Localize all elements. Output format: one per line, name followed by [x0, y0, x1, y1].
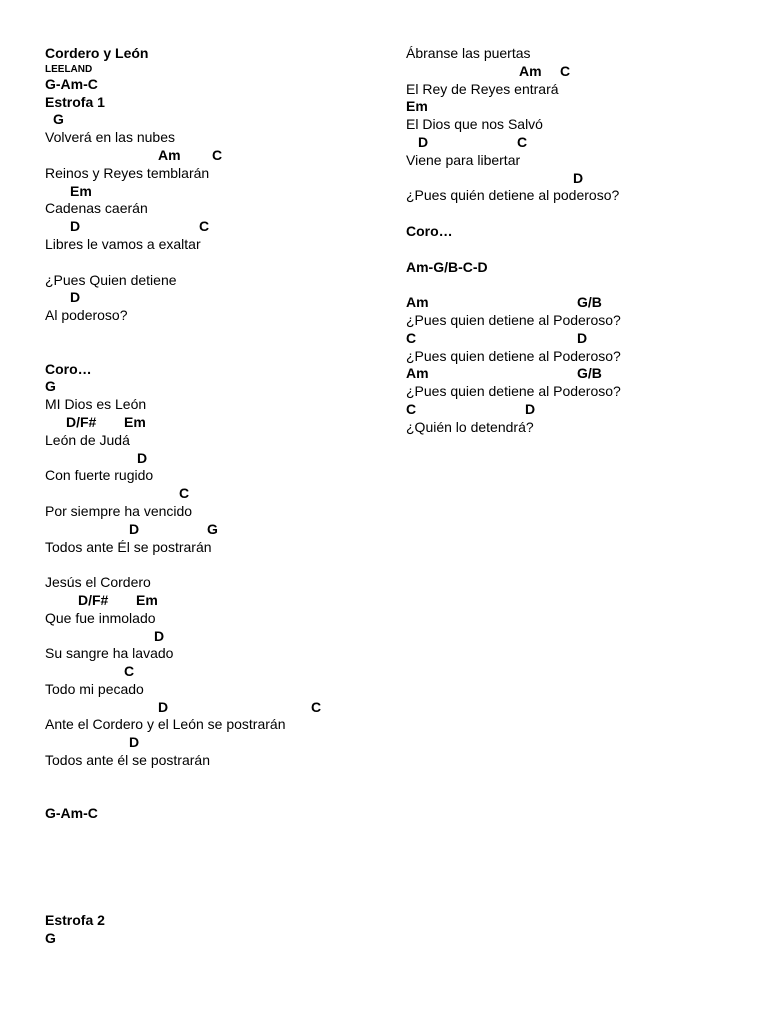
- chord-line: [45, 378, 385, 396]
- chord-line: [45, 663, 385, 681]
- chord-progression: Am-G/B-C-D: [406, 258, 488, 275]
- chord-line: [45, 930, 385, 948]
- lyric-line: MI Dios es León: [45, 396, 147, 413]
- chord-line: [406, 134, 746, 152]
- chord-line: [406, 63, 746, 81]
- chord: Em: [406, 98, 428, 115]
- chord: C: [517, 133, 528, 150]
- chord: Am: [519, 62, 542, 79]
- chord-line: [406, 98, 746, 116]
- chord-line: [406, 294, 746, 312]
- chord: C: [212, 146, 223, 163]
- outro-progression: G-Am-C: [45, 805, 98, 822]
- chord: G: [45, 378, 56, 395]
- lyric-line: Por siempre ha vencido: [45, 502, 193, 519]
- chord: D: [577, 329, 588, 346]
- chord-line: [45, 289, 385, 307]
- chord: Am: [158, 146, 181, 163]
- chord: Am: [406, 294, 429, 311]
- chord-line: [45, 699, 385, 717]
- lyric-line: ¿Pues Quien detiene: [45, 271, 177, 288]
- lyric-line: Al poderoso?: [45, 307, 128, 324]
- lyric-line: ¿Pues quién detiene al poderoso?: [406, 187, 620, 204]
- chord-line: [45, 734, 385, 752]
- chord: D: [70, 289, 81, 306]
- chord: C: [179, 485, 190, 502]
- lyric-line: Cadenas caerán: [45, 200, 148, 217]
- section-heading-estrofa-2: Estrofa 2: [45, 912, 105, 929]
- lyric-line: ¿Pues quien detiene al Poderoso?: [406, 311, 621, 328]
- chord-line: [45, 521, 385, 539]
- lyric-line: El Rey de Reyes entrará: [406, 80, 559, 97]
- chord: D: [137, 449, 148, 466]
- lyric-line: León de Judá: [45, 431, 130, 448]
- chord: Em: [124, 413, 146, 430]
- chord-line: [45, 485, 385, 503]
- chord: D: [573, 169, 584, 186]
- lyric-line: Ante el Cordero y el León se postrarán: [45, 716, 286, 733]
- lyric-line: Volverá en las nubes: [45, 129, 175, 146]
- section-heading-estrofa-1: Estrofa 1: [45, 93, 105, 110]
- section-heading-coro: Coro…: [406, 222, 453, 239]
- lyric-line: Con fuerte rugido: [45, 467, 154, 484]
- chord: C: [406, 400, 417, 417]
- chord: G: [53, 111, 64, 128]
- lyric-line: Todos ante él se postrarán: [45, 752, 210, 769]
- lyric-line: Viene para libertar: [406, 151, 521, 168]
- chord: C: [311, 698, 322, 715]
- right-column: [406, 45, 746, 437]
- chord: D: [525, 400, 536, 417]
- left-column: [45, 45, 385, 948]
- chord: C: [406, 329, 417, 346]
- chord: D/F#: [78, 591, 109, 608]
- lyric-line: ¿Quién lo detendrá?: [406, 418, 534, 435]
- chord: D: [418, 133, 429, 150]
- chord: D: [70, 218, 81, 235]
- song-title: Cordero y León: [45, 45, 149, 61]
- lyric-line: Jesús el Cordero: [45, 574, 151, 591]
- chord-line: [45, 147, 385, 165]
- chord-line: [406, 365, 746, 383]
- lyric-line: Todos ante Él se postrarán: [45, 538, 212, 555]
- lyric-line: Su sangre ha lavado: [45, 645, 174, 662]
- chord: G/B: [577, 365, 602, 382]
- lyric-line: ¿Pues quien detiene al Poderoso?: [406, 347, 621, 364]
- chord: G: [45, 930, 56, 947]
- chord-line: [406, 330, 746, 348]
- chord-line: [45, 628, 385, 646]
- lyric-line: El Dios que nos Salvó: [406, 116, 543, 133]
- chord: G/B: [577, 294, 602, 311]
- lyric-line: Reinos y Reyes temblarán: [45, 164, 210, 181]
- chord-line: [45, 450, 385, 468]
- artist-name: LEELAND: [45, 63, 93, 75]
- chord: C: [199, 218, 210, 235]
- chord-line: [45, 592, 385, 610]
- chord: D: [154, 627, 165, 644]
- chord-line: [406, 170, 746, 188]
- chord-line: [45, 218, 385, 236]
- chord-line: [406, 401, 746, 419]
- chord: C: [560, 62, 571, 79]
- chord-line: [45, 111, 385, 129]
- chord: D: [158, 698, 169, 715]
- chord: Em: [70, 182, 92, 199]
- chord: Am: [406, 365, 429, 382]
- chord-line: [45, 183, 385, 201]
- section-heading-coro: Coro…: [45, 360, 92, 377]
- chord: Em: [136, 591, 158, 608]
- lyric-line: ¿Pues quien detiene al Poderoso?: [406, 383, 621, 400]
- chord: C: [124, 663, 135, 680]
- lyric-line: Que fue inmolado: [45, 609, 156, 626]
- chord: G: [207, 520, 218, 537]
- chord: D: [129, 520, 140, 537]
- chord: D: [129, 734, 140, 751]
- lyric-line: Todo mi pecado: [45, 680, 144, 697]
- lyric-line: Libres le vamos a exaltar: [45, 235, 201, 252]
- intro-progression: G-Am-C: [45, 75, 98, 92]
- lyric-line: Ábranse las puertas: [406, 45, 531, 61]
- chord: D/F#: [66, 413, 97, 430]
- chord-line: [45, 414, 385, 432]
